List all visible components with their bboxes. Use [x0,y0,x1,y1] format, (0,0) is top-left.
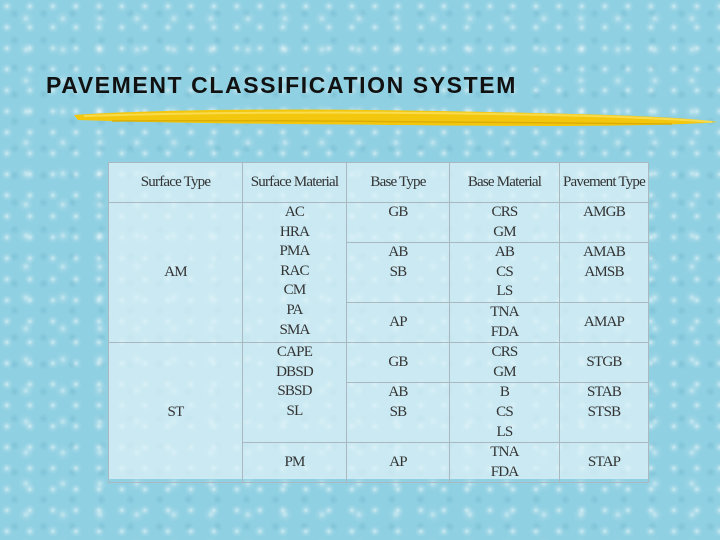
base-type: AB SB [388,244,408,280]
base-material-cell [450,243,560,303]
surface-material: DBSD [276,363,313,380]
surface-material: AC [284,204,305,220]
title-underline-brushstroke [72,105,720,133]
pavement-type-cell [560,383,649,443]
base-material: AB [494,244,515,261]
pavement-type-cell [560,243,649,303]
base-material-cell [450,203,560,243]
base-material: CS [496,263,513,280]
surface-material: HRA [279,223,310,240]
surface-material: SBSD [277,383,312,400]
pavement-type-cell: AMGB [560,203,649,243]
base-type-cell: GB [347,343,450,383]
base-type-cell: AP [347,443,450,483]
base-type-cell: AP [347,302,450,342]
pavement-type: STAB STSB [587,384,621,420]
base-material: GM [493,223,516,240]
base-material-cell [450,443,560,483]
surface-material: RAC [280,262,309,279]
base-material: LS [496,423,513,440]
surface-material: CAPE [276,344,313,361]
header-base-material: Base Material [450,163,560,203]
pavement-classification-table [108,162,648,479]
surface-material: PMA [279,243,310,260]
pavement-type: AMAB AMSB [583,244,625,280]
surface-material: SMA [279,321,310,338]
base-material-cell [450,343,560,383]
base-material: CRS [491,344,518,361]
header-pavement-type: Pavement Type [560,163,649,203]
header-surface-material: Surface Material [243,163,347,203]
base-material: B [499,384,510,401]
surface-type-cell: AM [109,203,243,343]
base-type-cell [347,243,450,303]
base-material: CRS [491,204,518,220]
base-material: FDA [490,323,519,340]
base-material: FDA [490,463,519,480]
surface-material: PA [286,301,303,318]
surface-type-cell: ST [109,343,243,483]
base-material-cell [450,302,560,342]
base-material: GM [493,363,516,380]
base-material: TNA [490,303,519,320]
pavement-type-cell: STGB [560,343,649,383]
base-material-cell [450,383,560,443]
slide-title: PAVEMENT CLASSIFICATION SYSTEM [46,72,517,98]
header-base-type: Base Type [347,163,450,203]
surface-material: SL [286,402,303,419]
base-material: LS [496,283,513,300]
surface-material: CM [283,282,306,299]
base-type-cell: GB [347,203,450,243]
surface-material-cell: PM [243,443,347,483]
base-material: TNA [490,444,519,461]
surface-material-cell [243,343,347,443]
base-material: CS [496,403,513,420]
base-type-cell [347,383,450,443]
pavement-type-cell: AMAP [560,302,649,342]
header-surface-type: Surface Type [109,163,243,203]
base-type: AB SB [388,384,408,420]
pavement-type-cell: STAP [560,443,649,483]
surface-material-cell [243,203,347,343]
